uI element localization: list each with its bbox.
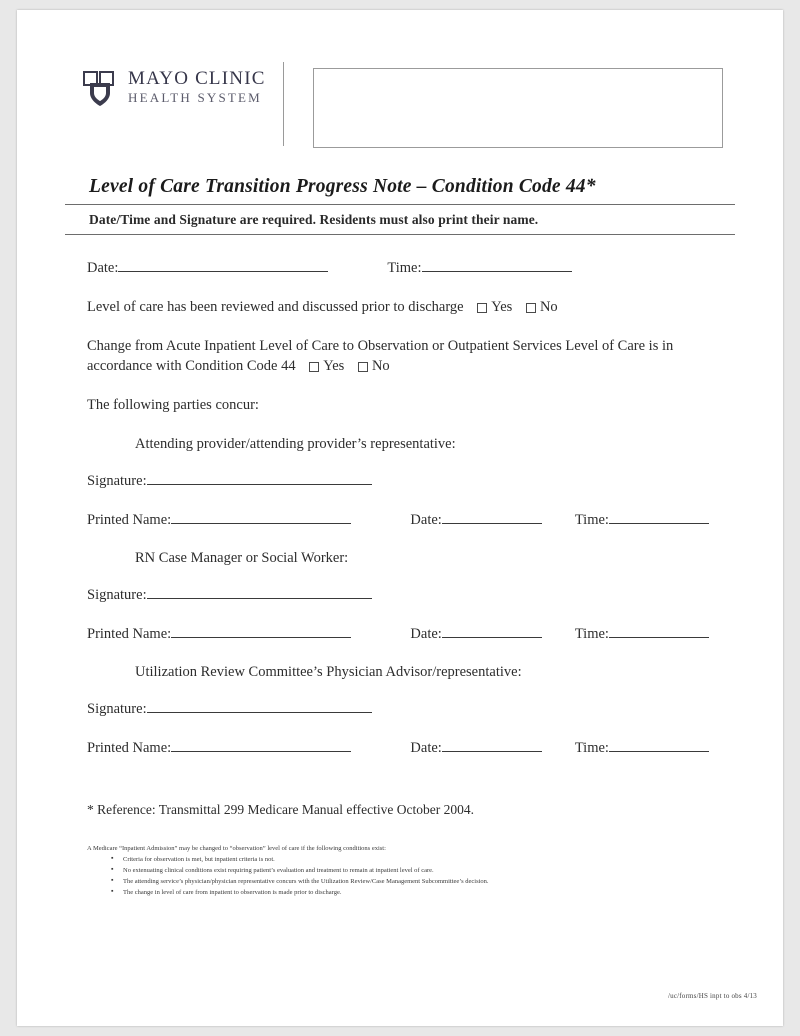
party-heading-physician-advisor: Utilization Review Committee’s Physician Advisor/representative:	[135, 664, 522, 680]
reference-note: * Reference: Transmittal 299 Medicare Manual effective October 2004.	[87, 802, 474, 817]
time-input[interactable]	[422, 257, 572, 272]
form-body	[65, 257, 735, 758]
attending-time-input[interactable]	[609, 509, 709, 524]
mayo-shield-icon	[80, 70, 120, 108]
header-divider	[283, 62, 284, 146]
fine-print-item: ▪ Criteria for observation is met, but inpatient criteria is not.	[123, 855, 735, 864]
title-rule-bottom	[65, 234, 735, 235]
review-statement-text: Level of care has been reviewed and discussed prior to discharge	[87, 299, 464, 315]
attending-printed-input[interactable]	[171, 509, 351, 524]
advisor-printed-label: Printed Name:	[87, 740, 172, 756]
case-manager-date-label: Date:	[410, 626, 442, 642]
fine-print-block	[65, 844, 735, 897]
review-no-label: No	[539, 299, 558, 315]
condition-no-label: No	[371, 358, 390, 374]
document-id: /uc/forms/HS inpt to obs 4/13	[667, 992, 757, 1000]
concur-statement: The following parties concur:	[87, 397, 259, 413]
mayo-clinic-logo	[80, 68, 270, 124]
fine-print-item: ▪ No extenuating clinical conditions exist requiring patient’s evaluation and treatment to remain at inpatient level of care.	[123, 866, 735, 875]
review-no-checkbox[interactable]	[526, 303, 536, 313]
fine-print-item: ▪ The attending service’s physician/physician representative concurs with the Utilization Review/Case Management Subcommittee’s decision.	[123, 877, 735, 886]
condition-code-row	[87, 336, 735, 376]
date-time-row	[87, 257, 735, 278]
attending-signature-row	[87, 470, 735, 491]
time-label: Time:	[387, 260, 422, 276]
attending-signature-label: Signature:	[87, 473, 147, 489]
advisor-signature-label: Signature:	[87, 701, 147, 717]
document-subtitle: Date/Time and Signature are required. Residents must also print their name.	[89, 212, 539, 227]
title-block	[65, 176, 735, 235]
document-header	[65, 50, 735, 158]
logo-wordmark	[128, 68, 266, 106]
condition-code-line1: Change from Acute Inpatient Level of Care to Observation or Outpatient Services Level of Care is in	[87, 338, 674, 354]
fine-print-item: ▪ The change in level of care from inpatient to observation is made prior to discharge.	[123, 888, 735, 897]
date-label: Date:	[87, 260, 119, 276]
advisor-date-input[interactable]	[442, 737, 542, 752]
attending-date-input[interactable]	[442, 509, 542, 524]
document-page	[17, 10, 783, 1026]
case-manager-date-input[interactable]	[442, 623, 542, 638]
date-input[interactable]	[118, 257, 328, 272]
case-manager-printed-input[interactable]	[171, 623, 351, 638]
attending-date-label: Date:	[410, 512, 442, 528]
review-yes-checkbox[interactable]	[477, 303, 487, 313]
case-manager-time-input[interactable]	[609, 623, 709, 638]
case-manager-signature-input[interactable]	[147, 584, 372, 599]
logo-line-1: MAYO CLINIC	[128, 68, 266, 89]
page-title: Level of Care Transition Progress Note – Condition Code 44*	[89, 176, 596, 197]
advisor-signature-row	[87, 698, 735, 719]
condition-yes-label: Yes	[323, 358, 345, 374]
logo-line-2: HEALTH SYSTEM	[128, 90, 262, 105]
patient-label-box[interactable]	[313, 68, 723, 148]
advisor-printed-row	[87, 737, 735, 758]
case-manager-printed-row	[87, 623, 735, 644]
advisor-time-label: Time:	[574, 740, 609, 756]
attending-printed-row	[87, 509, 735, 530]
condition-yes-checkbox[interactable]	[309, 362, 319, 372]
condition-code-line2: accordance with Condition Code 44	[87, 358, 296, 374]
review-statement-row	[87, 297, 735, 317]
condition-no-checkbox[interactable]	[358, 362, 368, 372]
fine-print-intro: A Medicare “Inpatient Admission” may be changed to “observation” level of care if the following conditions exist:	[87, 845, 386, 852]
case-manager-time-label: Time:	[574, 626, 609, 642]
fine-print-list	[87, 855, 735, 897]
attending-printed-label: Printed Name:	[87, 512, 172, 528]
party-heading-attending: Attending provider/attending provider’s representative:	[135, 436, 456, 452]
advisor-printed-input[interactable]	[171, 737, 351, 752]
case-manager-signature-label: Signature:	[87, 587, 147, 603]
case-manager-signature-row	[87, 584, 735, 605]
advisor-time-input[interactable]	[609, 737, 709, 752]
document-content	[65, 50, 735, 899]
party-heading-case-manager: RN Case Manager or Social Worker:	[135, 550, 349, 566]
advisor-signature-input[interactable]	[147, 698, 372, 713]
case-manager-printed-label: Printed Name:	[87, 626, 172, 642]
attending-signature-input[interactable]	[147, 470, 372, 485]
attending-time-label: Time:	[574, 512, 609, 528]
review-yes-label: Yes	[491, 299, 513, 315]
advisor-date-label: Date:	[410, 740, 442, 756]
